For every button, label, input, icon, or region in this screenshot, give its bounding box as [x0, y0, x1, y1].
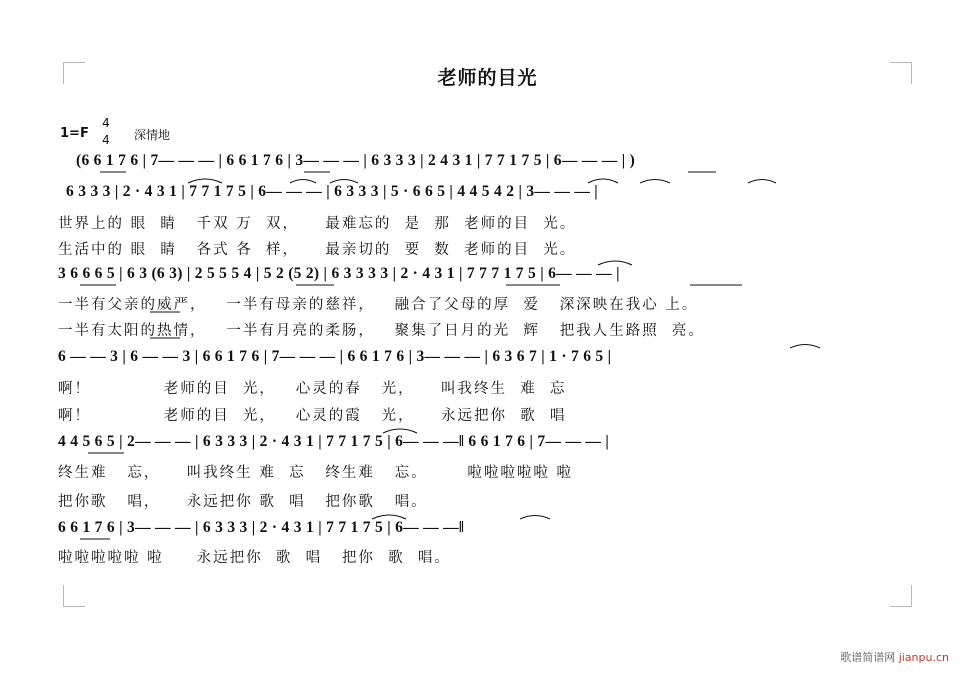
notation-line-3: 3 6 6 6 5 | 6 3 (6 3) | 2 5 5 5 4 | 5 2 (5 2) | 6 3 3 3 3 | 2 · 4 3 1 | 7 7 7 1 7 5 | 6— — — |	[58, 265, 620, 282]
lyric-line-5: 啊！ 老师的目 光， 心灵的春 光， 叫我终生 难 忘	[58, 381, 567, 397]
slur	[748, 180, 776, 184]
notation-line-2: 6 3 3 3 | 2 · 4 3 1 | 7 7 1 7 5 | 6— — — | 6 3 3 3 | 5 · 6 6 5 | 4 4 5 4 2 | 3— — — |	[66, 183, 599, 200]
time-signature-bottom: 4	[102, 133, 110, 147]
watermark-label: 歌谱简谱网	[840, 651, 896, 664]
notation-line-5: 4 4 5 6 5 | 2— — — | 6 3 3 3 | 2 · 4 3 1 | 7 7 1 7 5 | 6— — —‖ 6 6 1 7 6 | 7— — — |	[58, 433, 610, 450]
time-signature-top: 4	[102, 116, 110, 130]
watermark-site: jianpu.cn	[898, 651, 949, 664]
lyric-line-3: 一半有父亲的威严， 一半有母亲的慈祥， 融合了父母的厚 爱 深深映在我心 上。	[58, 297, 699, 313]
slur	[790, 345, 820, 349]
slur	[188, 179, 222, 183]
notation-line-intro: (6 6 1 7 6 | 7— — — | 6 6 1 7 6 | 3— — — | 6 3 3 3 | 2 4 3 1 | 7 7 1 7 5 | 6— — — | )	[76, 152, 636, 169]
slur	[598, 261, 632, 265]
slur	[520, 516, 550, 520]
watermark	[840, 649, 949, 665]
expression-mark: 深情地	[134, 128, 171, 142]
lyric-line-8: 把你歌 唱， 永远把你 歌 唱 把你歌 唱。	[58, 494, 428, 510]
lyric-line-6: 啊！ 老师的目 光， 心灵的霞 光， 永远把你 歌 唱	[58, 408, 567, 424]
song-title: 老师的目光	[437, 67, 538, 89]
notation-line-4: 6 — — 3 | 6 — — 3 | 6 6 1 7 6 | 7— — — | 6 6 1 7 6 | 3— — — | 6 3 6 7 | 1 · 7 6 5 |	[58, 348, 612, 365]
lyric-line-1: 世界上的 眼 睛 千双 万 双， 最难忘的 是 那 老师的目 光。	[58, 216, 577, 232]
slur	[372, 515, 406, 519]
notation-line-6: 6 6 1 7 6 | 3— — — | 6 3 3 3 | 2 · 4 3 1 | 7 7 1 7 5 | 6— — —‖	[58, 519, 465, 536]
slur	[588, 179, 618, 183]
slur	[383, 429, 417, 433]
slur	[640, 180, 670, 184]
lyric-line-4: 一半有太阳的热情， 一半有月亮的柔肠， 聚集了日月的光 辉 把我人生路照 亮。	[58, 323, 705, 339]
lyric-line-2: 生活中的 眼 睛 各式 各 样， 最亲切的 要 数 老师的目 光。	[58, 242, 577, 258]
key-signature: 1=F	[60, 126, 89, 141]
lyric-line-7: 终生难 忘， 叫我终生 难 忘 终生难 忘。 啦啦啦啦啦 啦	[58, 465, 574, 481]
lyric-line-9: 啦啦啦啦啦 啦 永远把你 歌 唱 把你 歌 唱。	[58, 550, 451, 566]
slur	[290, 180, 316, 184]
slur	[330, 180, 358, 184]
